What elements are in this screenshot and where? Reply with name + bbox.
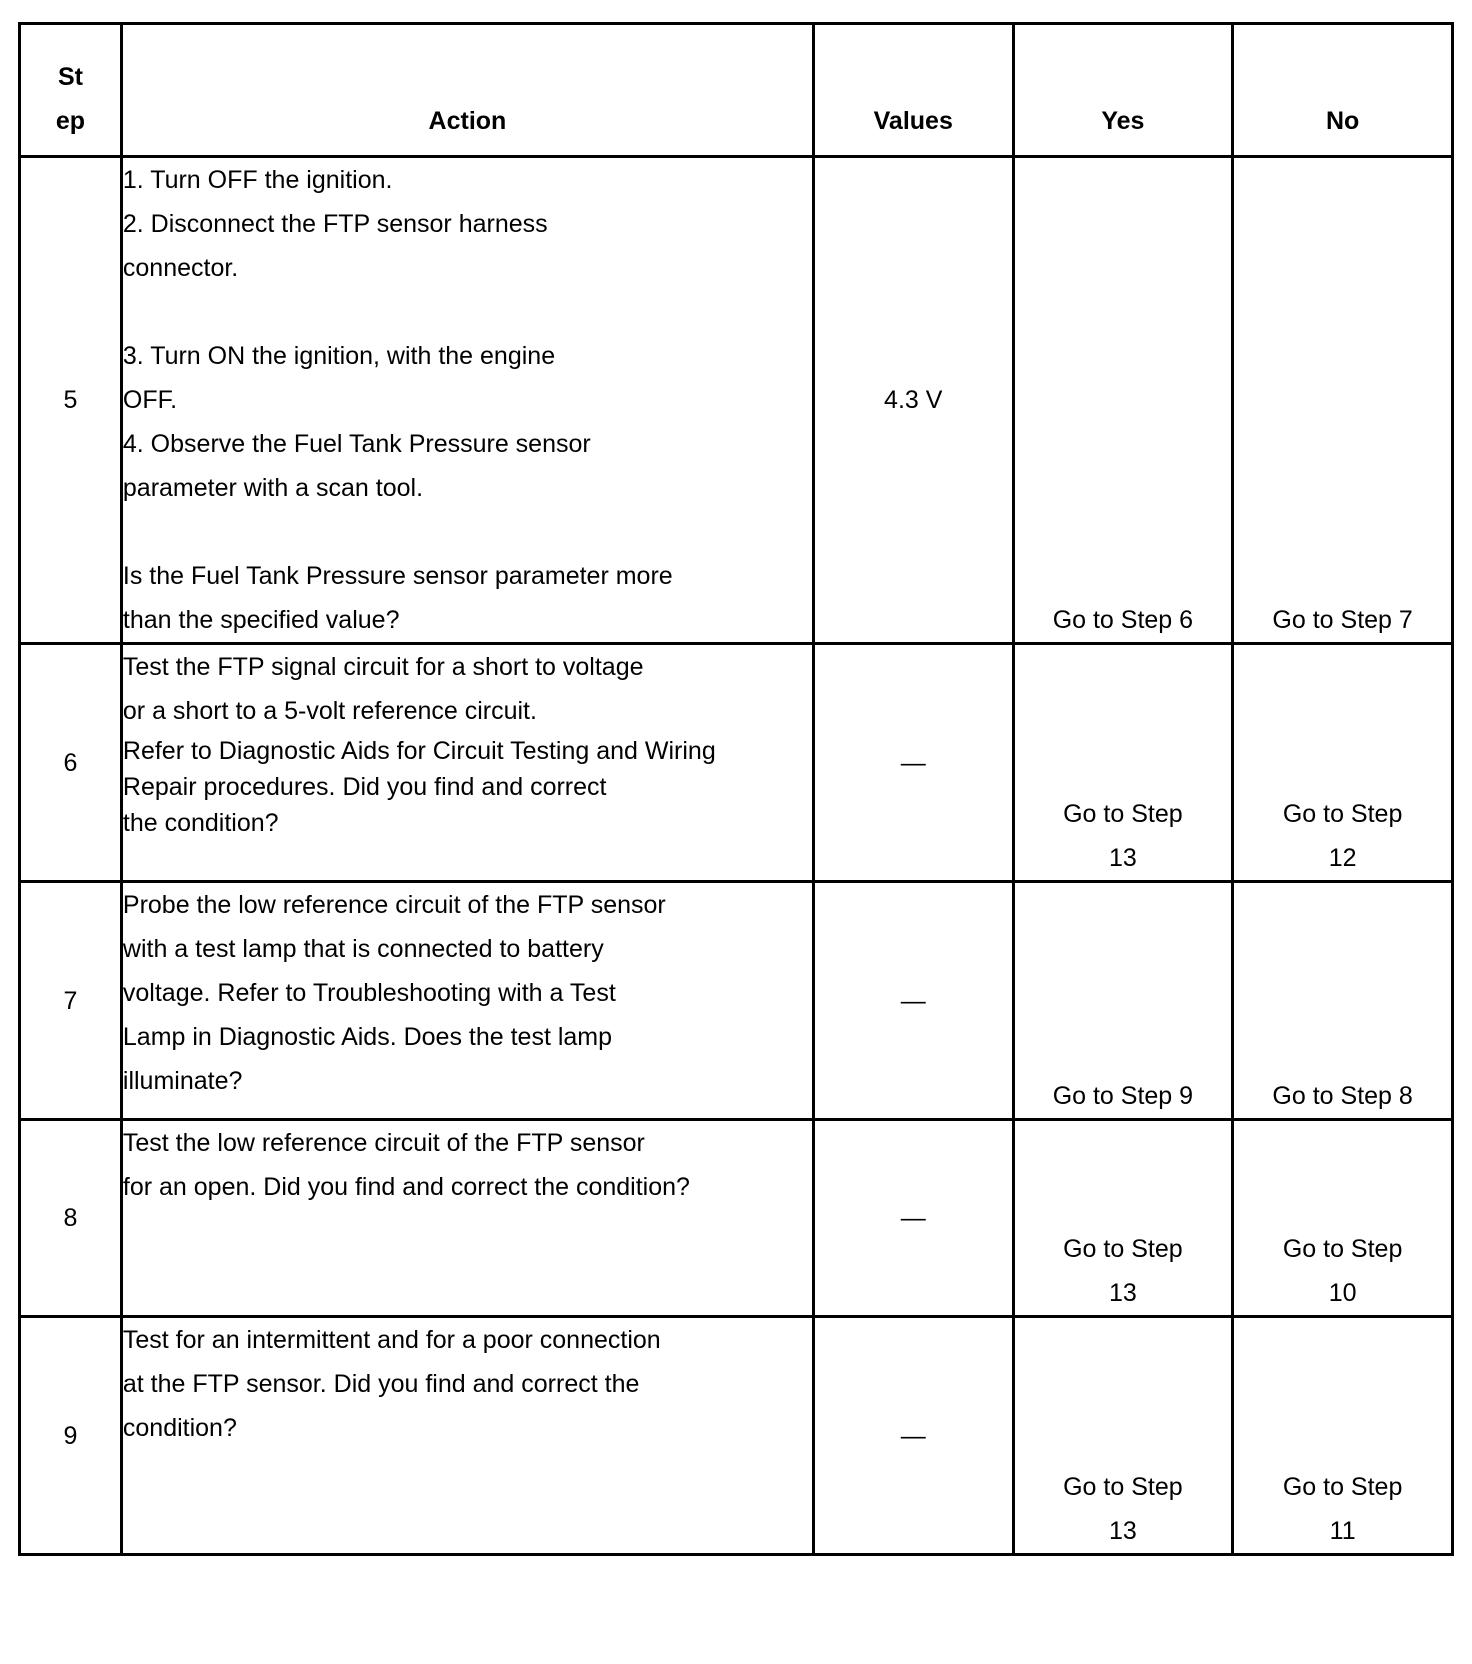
yes-line: 13: [1108, 1279, 1137, 1307]
yes-line: Go to Step 9: [1052, 1082, 1194, 1110]
action-line: parameter with a scan tool.: [122, 474, 424, 502]
action-line: connector.: [122, 254, 239, 282]
value-cell: —: [813, 1120, 1013, 1317]
value-cell: —: [813, 882, 1013, 1120]
action-cell: [121, 644, 813, 882]
table-row: [20, 1317, 1453, 1555]
header-action: Action: [121, 24, 813, 157]
diagnostic-table: [18, 22, 1454, 1556]
action-line: Is the Fuel Tank Pressure sensor parameter more: [122, 562, 673, 590]
step-number: 9: [20, 1317, 122, 1555]
yes-line: Go to Step: [1063, 1235, 1183, 1263]
action-line: with a test lamp that is connected to battery: [122, 935, 604, 963]
yes-line: 13: [1108, 1517, 1137, 1545]
yes-line: Go to Step: [1063, 1473, 1183, 1501]
yes-line: 13: [1108, 844, 1137, 872]
value-cell: —: [813, 1317, 1013, 1555]
step-number: 7: [20, 882, 122, 1120]
no-line: 12: [1328, 844, 1357, 872]
action-line: 1. Turn OFF the ignition.: [122, 166, 393, 194]
step-number: 5: [20, 157, 122, 644]
action-cell: [121, 157, 813, 644]
no-cell: [1233, 644, 1453, 882]
header-yes: Yes: [1013, 24, 1233, 157]
action-line: Probe the low reference circuit of the FTP sensor: [122, 891, 666, 919]
table-row: [20, 157, 1453, 644]
action-line: Test for an intermittent and for a poor connection: [122, 1326, 661, 1354]
step-number: 6: [20, 644, 122, 882]
action-line: for an open. Did you find and correct the condition?: [122, 1173, 690, 1201]
no-line: Go to Step 7: [1272, 606, 1413, 634]
action-line: voltage. Refer to Troubleshooting with a Test: [122, 979, 616, 1007]
action-line: the condition?: [122, 809, 279, 837]
no-cell: [1233, 1120, 1453, 1317]
action-line: Lamp in Diagnostic Aids. Does the test lamp: [122, 1023, 613, 1051]
action-cell: [121, 882, 813, 1120]
no-cell: [1233, 1317, 1453, 1555]
action-line-blank: [123, 290, 812, 334]
action-cell: [121, 1317, 813, 1555]
table-row: [20, 1120, 1453, 1317]
action-line: than the specified value?: [122, 606, 400, 634]
no-cell: [1233, 157, 1453, 644]
value-cell: —: [813, 644, 1013, 882]
action-line: condition?: [122, 1414, 237, 1442]
yes-cell: [1013, 1120, 1233, 1317]
header-values: Values: [813, 24, 1013, 157]
action-line: or a short to a 5-volt reference circuit.: [122, 697, 537, 725]
yes-cell: [1013, 644, 1233, 882]
no-line: Go to Step: [1282, 1473, 1403, 1501]
no-line: Go to Step: [1282, 800, 1403, 828]
value-cell: 4.3 V: [813, 157, 1013, 644]
action-cell: [121, 1120, 813, 1317]
action-line: Refer to Diagnostic Aids for Circuit Testing and Wiring: [122, 737, 716, 765]
action-line: at the FTP sensor. Did you find and correct the: [122, 1370, 640, 1398]
action-line: Test the FTP signal circuit for a short to voltage: [122, 653, 644, 681]
no-line: 10: [1328, 1279, 1357, 1307]
table-row: [20, 882, 1453, 1120]
table-row: [20, 644, 1453, 882]
header-step: [20, 24, 122, 157]
header-step-line1: St: [57, 63, 83, 91]
no-line: 11: [1329, 1517, 1356, 1545]
action-line: OFF.: [122, 386, 178, 414]
action-line: Repair procedures. Did you find and correct: [122, 773, 607, 801]
action-line: Test the low reference circuit of the FTP sensor: [122, 1129, 645, 1157]
yes-cell: [1013, 157, 1233, 644]
action-line: illuminate?: [122, 1067, 243, 1095]
yes-line: Go to Step: [1063, 800, 1183, 828]
header-no: No: [1233, 24, 1453, 157]
no-line: Go to Step 8: [1272, 1082, 1413, 1110]
action-line: 2. Disconnect the FTP sensor harness: [122, 210, 548, 238]
header-row: [20, 24, 1453, 157]
no-line: Go to Step: [1282, 1235, 1403, 1263]
step-number: 8: [20, 1120, 122, 1317]
yes-line: Go to Step 6: [1052, 606, 1194, 634]
action-line: 4. Observe the Fuel Tank Pressure sensor: [122, 430, 591, 458]
action-line-blank: [123, 510, 812, 554]
yes-cell: [1013, 882, 1233, 1120]
no-cell: [1233, 882, 1453, 1120]
action-line: 3. Turn ON the ignition, with the engine: [122, 342, 556, 370]
header-step-line2: ep: [55, 107, 86, 135]
yes-cell: [1013, 1317, 1233, 1555]
diagnostic-table-sheet: [18, 22, 1454, 1556]
